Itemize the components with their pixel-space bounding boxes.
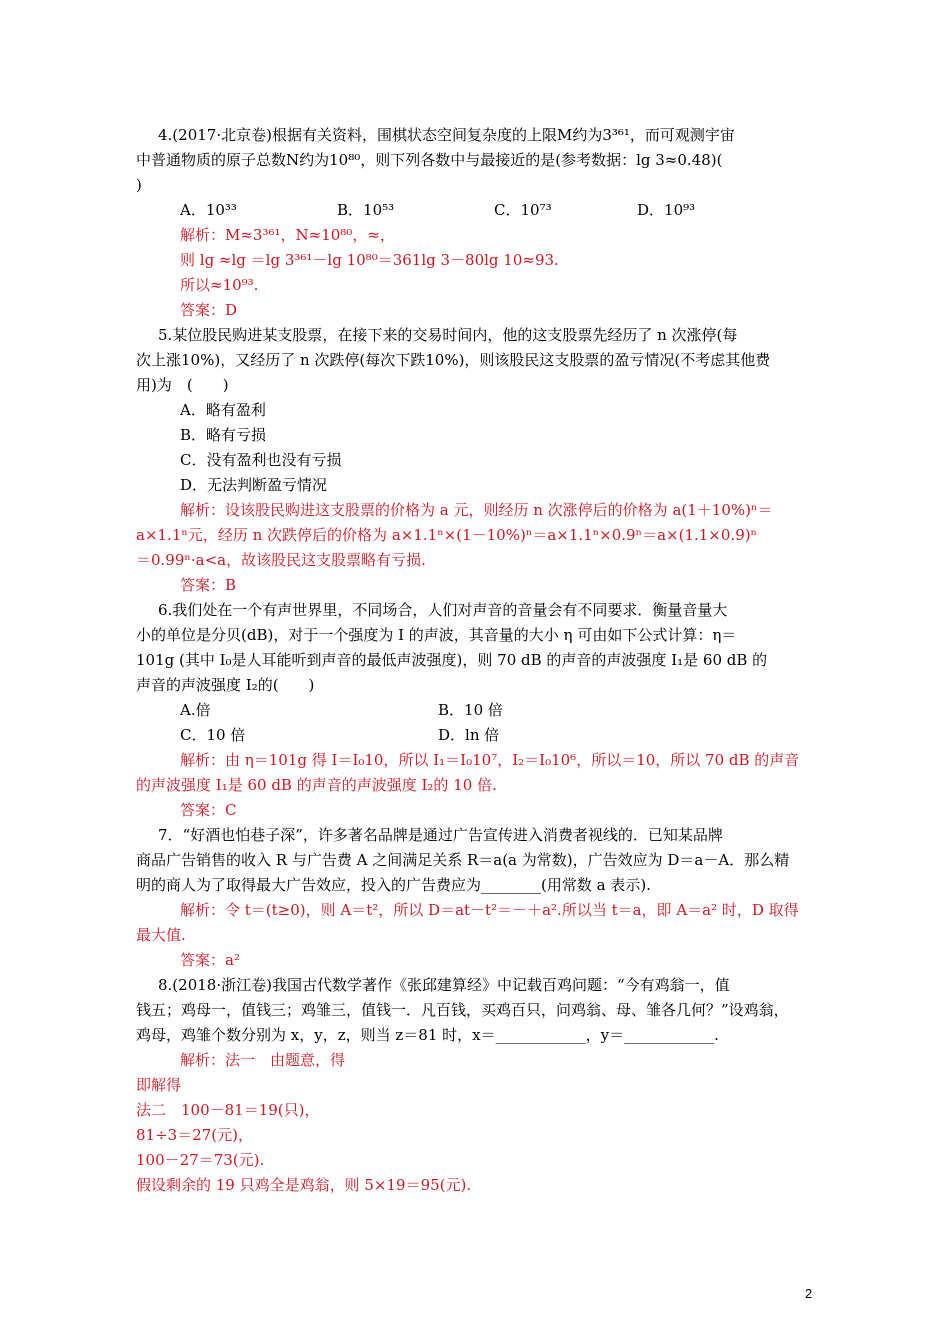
page-number: 2 [805,1286,813,1301]
q6-option-b: B．10 倍 [438,701,503,719]
q7-stem-line1: 7．“好酒也怕巷子深”，许多著名品牌是通过广告宣传进入消费者视线的．已知某品牌 [158,826,723,844]
q6-stem-line3: 101g (其中 I₀是人耳能听到声音的最低声波强度)，则 70 dB 的声音的声波强度 I₁是 60 dB 的 [136,651,768,669]
q8-solution-line3: 法二 100－81＝19(只)， [136,1101,320,1119]
q4-answer: 答案：D [180,301,238,319]
q6-option-c: C．10 倍 [180,726,246,744]
q5-option-d: D．无法判断盈亏情况 [180,476,328,494]
q7-solution-line2: 最大值. [136,926,186,944]
q8-stem-line2: 钱五；鸡母一，值钱三；鸡雏三，值钱一．凡百钱，买鸡百只，问鸡翁、母、雏各几何？”设鸡翁， [136,1001,789,1019]
q5-stem-line3: 用)为 ( ) [136,376,229,394]
q5-solution-line2: a×1.1ⁿ元，经历 n 次跌停后的价格为 a×1.1ⁿ×(1－10%)ⁿ＝a×1.1ⁿ×0.9ⁿ＝a×(1.1×0.9)ⁿ [136,526,758,544]
q7-stem-line2: 商品广告销售的收入 R 与广告费 A 之间满足关系 R＝a(a 为常数)，广告效应为 D＝a－A．那么精 [136,851,790,869]
q8-solution-line2: 即解得 [136,1076,182,1094]
q5-option-a: A．略有盈利 [180,401,266,419]
q4-option-b: B．10⁵³ [337,201,395,219]
q4-solution-line2: 则 lg ≈lg ＝lg 3³⁶¹－lg 10⁸⁰＝361lg 3－80lg 10≈93. [180,251,559,269]
q6-option-d: D．ln 倍 [438,726,500,744]
q5-stem-line2: 次上涨10%)，又经历了 n 次跌停(每次下跌10%)，则该股民这支股票的盈亏情况(不考虑其他费 [136,351,771,369]
q6-answer: 答案：C [180,801,237,819]
q4-option-c: C．10⁷³ [494,201,552,219]
q8-solution-line1: 解析：法一 由题意，得 [180,1051,346,1069]
q5-option-c: C．没有盈利也没有亏损 [180,451,342,469]
q6-solution-line1: 解析：由 η＝101g 得 I＝I₀10，所以 I₁＝I₀10⁷，I₂＝I₀10⁶，所以＝10，所以 70 dB 的声音 [180,751,800,769]
q4-options [180,200,740,220]
q7-solution-line1: 解析：令 t＝(t≥0)，则 A＝t²，所以 D＝at－t²＝－＋a².所以当 t＝a，即 A＝a² 时，D 取得 [180,901,799,919]
q5-solution-line3: ＝0.99ⁿ·a<a，故该股民这支股票略有亏损. [136,551,426,569]
q4-option-a: A．10³³ [180,201,237,219]
q6-options-row2 [180,725,499,745]
q7-answer: 答案：a² [180,951,240,969]
q6-stem-line4: 声音的声波强度 I₂的( ) [136,676,315,694]
q6-stem-line2: 小的单位是分贝(dB)，对于一个强度为 I 的声波，其音量的大小 η 可由如下公式计算：η＝ [136,626,737,644]
q5-solution-line1: 解析：设该股民购进这支股票的价格为 a 元，则经历 n 次涨停后的价格为 a(1＋10%)ⁿ＝ [180,501,773,519]
q4-stem-line1: 4.(2017·北京卷)根据有关资料，围棋状态空间复杂度的上限M约为3³⁶¹，而可观测宇宙 [158,126,735,144]
q5-answer: 答案：B [180,576,237,594]
q8-solution-line6: 假设剩余的 19 只鸡全是鸡翁，则 5×19＝95(元). [136,1176,472,1194]
q6-options-row1 [180,700,503,720]
q4-solution-line1: 解析：M≈3³⁶¹，N≈10⁸⁰，≈， [180,226,395,244]
q8-solution-line5: 100－27＝73(元). [136,1151,265,1169]
q4-solution-line3: 所以≈10⁹³. [180,276,259,294]
q8-solution-line4: 81÷3＝27(元)， [136,1126,253,1144]
q4-option-d: D．10⁹³ [637,201,696,219]
q4-stem-line3: ) [136,176,142,194]
q8-stem-line1: 8.(2018·浙江卷)我国古代数学著作《张邱建算经》中记载百鸡问题：“今有鸡翁一，值 [158,976,730,994]
q6-solution-line2: 的声波强度 I₁是 60 dB 的声音的声波强度 I₂的 10 倍. [136,776,497,794]
q7-stem-line3: 明的商人为了取得最大广告效应，投入的广告费应为________(用常数 a 表示). [136,876,651,894]
q5-option-b: B．略有亏损 [180,426,267,444]
q4-stem-line2: 中普通物质的原子总数N约为10⁸⁰，则下列各数中与最接近的是(参考数据：lg 3≈0.48)( [136,151,723,169]
q6-stem-line1: 6.我们处在一个有声世界里，不同场合，人们对声音的音量会有不同要求．衡量音量大 [158,601,728,619]
q6-option-a: A.倍 [180,701,211,719]
q5-stem-line1: 5.某位股民购进某支股票，在接下来的交易时间内，他的这支股票先经历了 n 次涨停(每 [158,326,738,344]
q8-stem-line3: 鸡母，鸡雏个数分别为 x，y，z，则当 z＝81 时，x＝____________，y＝____________. [136,1026,719,1044]
